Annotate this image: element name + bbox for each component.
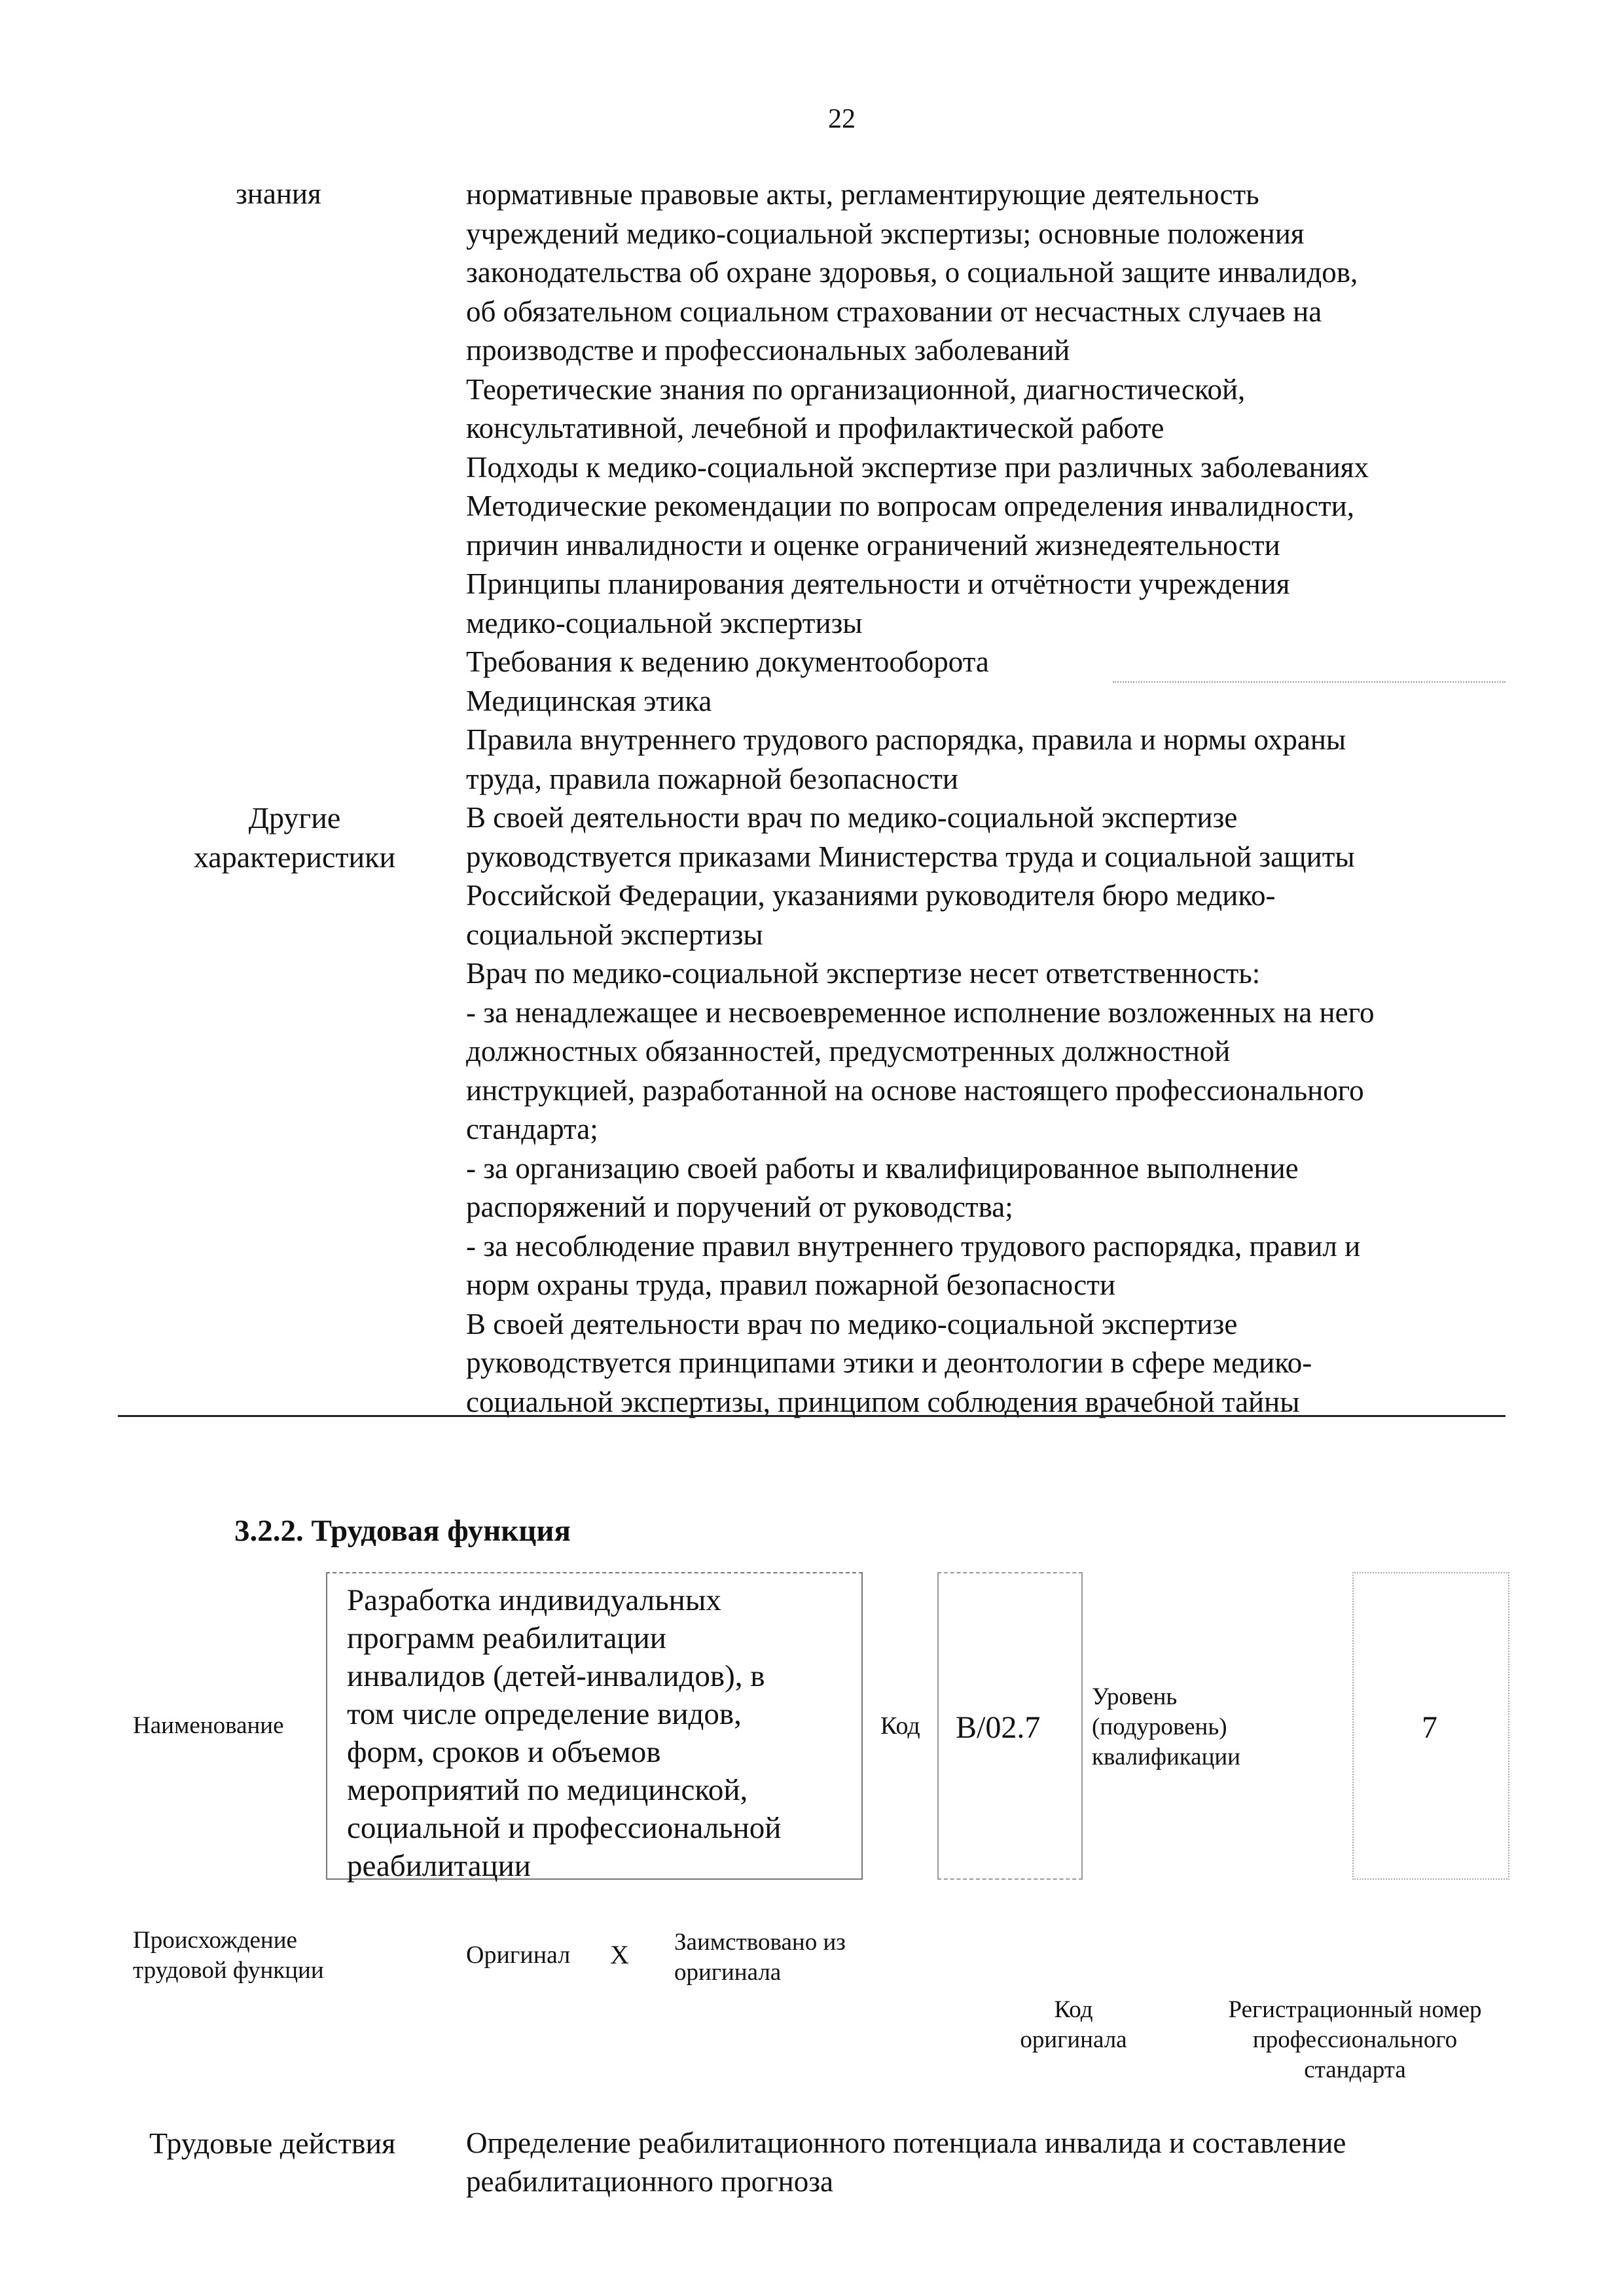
knowledge-line: Медицинская этика	[466, 684, 712, 717]
labor-action-line: реабилитационного прогноза	[466, 2165, 833, 2198]
original-mark: X	[610, 1940, 629, 1969]
characteristics-text	[466, 175, 1513, 1422]
reg-number-label-line: Регистрационный номер	[1228, 1996, 1482, 2023]
knowledge-line: труда, правила пожарной безопасности	[466, 762, 958, 795]
origin-label-line: Происхождение	[133, 1927, 297, 1954]
function-name-line: форм, сроков и объемов	[347, 1735, 661, 1769]
knowledge-line: законодательства об охране здоровья, о социальной защите инвалидов,	[466, 256, 1358, 289]
function-name-line: социальной и профессиональной	[347, 1811, 782, 1845]
other-line: должностных обязанностей, предусмотренных должностной	[466, 1035, 1231, 1067]
borrowed-label-line: Заимствовано из	[674, 1929, 846, 1956]
code-label: Код	[880, 1712, 920, 1740]
origin-code-label	[1008, 1995, 1139, 2055]
knowledge-line: медико-социальной экспертизы	[466, 606, 863, 639]
other-line: инструкцией, разработанной на основе настоящего профессионального	[466, 1073, 1364, 1107]
origin-label-line: трудовой функции	[133, 1957, 324, 1984]
labor-actions-text	[466, 2124, 1513, 2201]
knowledge-line: об обязательном социальном страховании от несчастных случаев на	[466, 295, 1322, 328]
function-name-line: реабилитации	[347, 1849, 531, 1883]
other-line: Врач по медико-социальной экспертизе несет ответственность:	[466, 957, 1261, 990]
other-line: Российской Федерации, указаниями руководителя бюро медико-	[466, 879, 1276, 912]
code-value: B/02.7	[956, 1710, 1041, 1745]
other-line: социальной экспертизы	[466, 918, 763, 951]
table-row-divider	[1113, 681, 1506, 683]
knowledge-line: Подходы к медико-социальной экспертизе при различных заболеваниях	[466, 450, 1369, 484]
reg-number-label-line: профессионального	[1252, 2026, 1458, 2053]
knowledge-line: Методические рекомендации по вопросам определения инвалидности,	[466, 490, 1354, 522]
qualification-level-label	[1092, 1682, 1240, 1772]
knowledge-line: производстве и профессиональных заболеваний	[466, 334, 1070, 367]
page-number: 22	[828, 104, 856, 134]
knowledge-line: учреждений медико-социальной экспертизы; основные положения	[466, 217, 1305, 250]
knowledge-line: Требования к ведению документооборота	[466, 645, 989, 678]
other-line: В своей деятельности врач по медико-социальной экспертизе	[466, 801, 1238, 834]
knowledge-label: знания	[236, 177, 321, 210]
name-label: Наименование	[133, 1712, 284, 1739]
origin-code-label-line: оригинала	[1020, 2026, 1127, 2053]
other-line: стандарта;	[466, 1113, 598, 1145]
section-title: 3.2.2. Трудовая функция	[234, 1514, 571, 1548]
other-label-line: Другие	[248, 801, 341, 834]
origin-code-label-line: Код	[1054, 1996, 1093, 2023]
other-line: - за ненадлежащее и несвоевременное исполнение возложенных на него	[466, 996, 1375, 1029]
reg-number-label-line: стандарта	[1304, 2056, 1406, 2083]
qualification-level-value: 7	[1422, 1710, 1437, 1745]
other-characteristics-label	[157, 798, 432, 877]
function-name-box	[326, 1572, 863, 1883]
other-line: распоряжений и поручений от руководства;	[466, 1191, 1013, 1223]
level-label-line: квалификации	[1092, 1744, 1240, 1770]
knowledge-line: консультативной, лечебной и профилактической работе	[466, 412, 1164, 444]
borrowed-label-line: оригинала	[674, 1959, 782, 1986]
other-line: норм охраны труда, правил пожарной безопасности	[466, 1268, 1116, 1301]
other-line: руководствуется принципами этики и деонтологии в сфере медико-	[466, 1346, 1312, 1379]
function-name-line: том числе определение видов,	[347, 1697, 742, 1731]
other-line: В своей деятельности врач по медико-социальной экспертизе	[466, 1307, 1238, 1340]
origin-label	[133, 1926, 324, 1986]
other-line: руководствуется приказами Министерства труда и социальной защиты	[466, 840, 1355, 873]
function-name-line: инвалидов (детей-инвалидов), в	[347, 1659, 765, 1693]
borrowed-label	[674, 1928, 846, 1988]
knowledge-line: нормативные правовые акты, регламентирующие деятельность	[466, 178, 1259, 211]
other-label-line: характеристики	[193, 840, 396, 874]
table-bottom-border	[118, 1415, 1506, 1417]
labor-actions-label: Трудовые действия	[149, 2126, 396, 2160]
other-line: - за организацию своей работы и квалифицированное выполнение	[466, 1151, 1299, 1185]
function-name-line: мероприятий по медицинской,	[347, 1773, 748, 1807]
knowledge-line: Принципы планирования деятельности и отчётности учреждения	[466, 567, 1290, 600]
function-name-line: программ реабилитации	[347, 1621, 666, 1655]
knowledge-line: причин инвалидности и оценке ограничений жизнедеятельности	[466, 528, 1280, 562]
knowledge-line: Правила внутреннего трудового распорядка, правила и нормы охраны	[466, 723, 1346, 756]
registration-number-label	[1191, 1995, 1519, 2085]
labor-action-line: Определение реабилитационного потенциала инвалида и составление	[466, 2126, 1346, 2159]
other-line: социальной экспертизы, принципом соблюдения врачебной тайны	[466, 1385, 1300, 1418]
function-name-line: Разработка индивидуальных	[347, 1583, 721, 1617]
other-line: - за несоблюдение правил внутреннего трудового распорядка, правил и	[466, 1229, 1361, 1263]
level-label-line: Уровень	[1092, 1683, 1178, 1710]
knowledge-line: Теоретические знания по организационной, диагностической,	[466, 372, 1246, 406]
original-label: Оригинал	[466, 1941, 571, 1969]
level-label-line: (подуровень)	[1092, 1713, 1227, 1740]
